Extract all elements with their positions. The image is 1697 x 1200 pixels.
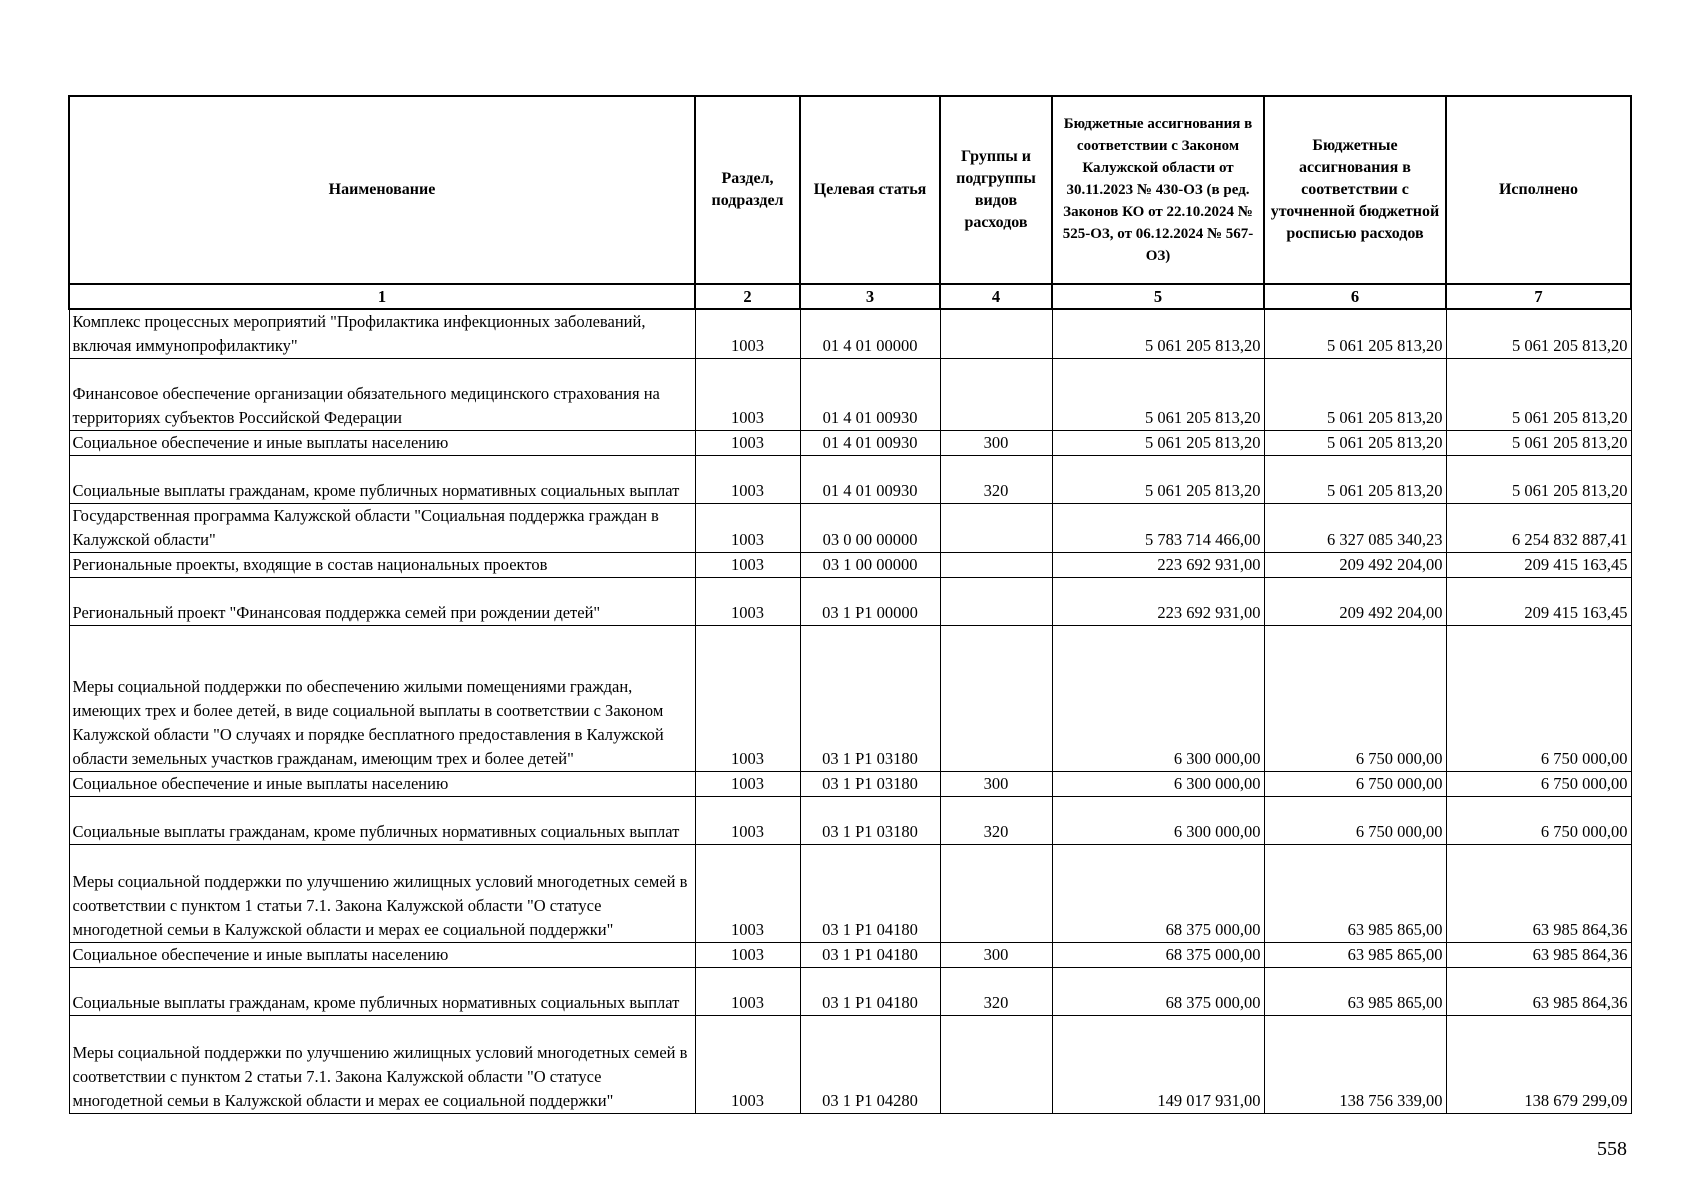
- row-executed: 63 985 864,36: [1446, 943, 1631, 968]
- row-executed: 209 415 163,45: [1446, 578, 1631, 626]
- row-name: Социальные выплаты гражданам, кроме публичных нормативных социальных выплат: [69, 968, 695, 1016]
- header-name: Наименование: [69, 96, 695, 284]
- row-target: 03 1 P1 03180: [800, 772, 940, 797]
- table-row: [69, 626, 1631, 772]
- row-target: 03 1 P1 00000: [800, 578, 940, 626]
- row-group: 300: [940, 772, 1052, 797]
- row-target: 03 1 P1 04180: [800, 845, 940, 943]
- row-target: 01 4 01 00930: [800, 431, 940, 456]
- row-target: 03 1 P1 03180: [800, 626, 940, 772]
- row-law: 6 300 000,00: [1052, 772, 1264, 797]
- table-row: [69, 968, 1631, 1016]
- row-law: 68 375 000,00: [1052, 943, 1264, 968]
- row-law: 5 061 205 813,20: [1052, 359, 1264, 431]
- row-schedule: 209 492 204,00: [1264, 553, 1446, 578]
- row-law: 223 692 931,00: [1052, 578, 1264, 626]
- row-group: [940, 578, 1052, 626]
- row-name: Социальные выплаты гражданам, кроме публичных нормативных социальных выплат: [69, 797, 695, 845]
- row-group: 300: [940, 431, 1052, 456]
- row-target: 03 1 00 00000: [800, 553, 940, 578]
- row-law: 6 300 000,00: [1052, 797, 1264, 845]
- table-body: [69, 309, 1631, 1114]
- row-executed: 6 750 000,00: [1446, 797, 1631, 845]
- row-section: 1003: [695, 504, 800, 553]
- row-schedule: 6 327 085 340,23: [1264, 504, 1446, 553]
- row-executed: 5 061 205 813,20: [1446, 309, 1631, 359]
- row-group: [940, 309, 1052, 359]
- row-law: 6 300 000,00: [1052, 626, 1264, 772]
- row-schedule: 209 492 204,00: [1264, 578, 1446, 626]
- row-schedule: 5 061 205 813,20: [1264, 359, 1446, 431]
- row-group: [940, 504, 1052, 553]
- row-name: Финансовое обеспечение организации обязательного медицинского страхования на территориях субъектов Российской Федерации: [69, 359, 695, 431]
- row-name: Комплекс процессных мероприятий "Профилактика инфекционных заболеваний, включая иммунопрофилактику": [69, 309, 695, 359]
- row-target: 03 1 P1 04180: [800, 968, 940, 1016]
- row-name: Региональные проекты, входящие в состав национальных проектов: [69, 553, 695, 578]
- row-target: 01 4 01 00930: [800, 456, 940, 504]
- row-executed: 5 061 205 813,20: [1446, 359, 1631, 431]
- row-schedule: 5 061 205 813,20: [1264, 431, 1446, 456]
- row-schedule: 5 061 205 813,20: [1264, 456, 1446, 504]
- table-header-row: [69, 96, 1631, 284]
- row-group: [940, 553, 1052, 578]
- row-executed: 5 061 205 813,20: [1446, 431, 1631, 456]
- row-section: 1003: [695, 845, 800, 943]
- row-section: 1003: [695, 578, 800, 626]
- row-executed: 63 985 864,36: [1446, 968, 1631, 1016]
- row-law: 68 375 000,00: [1052, 968, 1264, 1016]
- row-group: [940, 845, 1052, 943]
- row-target: 03 1 P1 04280: [800, 1016, 940, 1114]
- row-target: 01 4 01 00930: [800, 359, 940, 431]
- column-number: 5: [1052, 284, 1264, 309]
- row-schedule: 5 061 205 813,20: [1264, 309, 1446, 359]
- row-executed: 209 415 163,45: [1446, 553, 1631, 578]
- row-name: Меры социальной поддержки по обеспечению жилыми помещениями граждан, имеющих трех и более детей, в виде социальной выплаты в соответствии с Законом Калужской области "О случаях и порядке бесплатного предоставления в Калужской области земельных участков гражданам, имеющим трех и более детей": [69, 626, 695, 772]
- row-group: [940, 359, 1052, 431]
- row-name: Региональный проект "Финансовая поддержка семей при рождении детей": [69, 578, 695, 626]
- column-number: 1: [69, 284, 695, 309]
- table-row: [69, 431, 1631, 456]
- row-section: 1003: [695, 968, 800, 1016]
- header-section: Раздел, подраздел: [695, 96, 800, 284]
- table-row: [69, 578, 1631, 626]
- row-group: 320: [940, 456, 1052, 504]
- row-section: 1003: [695, 431, 800, 456]
- row-section: 1003: [695, 772, 800, 797]
- row-law: 223 692 931,00: [1052, 553, 1264, 578]
- table-row: [69, 553, 1631, 578]
- column-number: 6: [1264, 284, 1446, 309]
- budget-table: [68, 95, 1632, 1114]
- table-row: [69, 309, 1631, 359]
- row-schedule: 63 985 865,00: [1264, 943, 1446, 968]
- column-number: 4: [940, 284, 1052, 309]
- row-target: 01 4 01 00000: [800, 309, 940, 359]
- row-group: 300: [940, 943, 1052, 968]
- header-schedule: Бюджетные ассигнования в соответствии с уточненной бюджетной росписью расходов: [1264, 96, 1446, 284]
- row-section: 1003: [695, 797, 800, 845]
- header-law: Бюджетные ассигнования в соответствии с Законом Калужской области от 30.11.2023 № 430-ОЗ (в ред. Законов КО от 22.10.2024 № 525-ОЗ, от 06.12.2024 № 567-ОЗ): [1052, 96, 1264, 284]
- row-schedule: 138 756 339,00: [1264, 1016, 1446, 1114]
- row-executed: 63 985 864,36: [1446, 845, 1631, 943]
- row-schedule: 63 985 865,00: [1264, 968, 1446, 1016]
- row-target: 03 0 00 00000: [800, 504, 940, 553]
- budget-table-container: [68, 95, 1630, 1114]
- row-section: 1003: [695, 359, 800, 431]
- row-group: 320: [940, 968, 1052, 1016]
- header-target: Целевая статья: [800, 96, 940, 284]
- row-section: 1003: [695, 1016, 800, 1114]
- row-executed: 6 750 000,00: [1446, 772, 1631, 797]
- row-law: 5 061 205 813,20: [1052, 456, 1264, 504]
- table-row: [69, 845, 1631, 943]
- row-executed: 6 254 832 887,41: [1446, 504, 1631, 553]
- row-name: Меры социальной поддержки по улучшению жилищных условий многодетных семей в соответствии с пунктом 1 статьи 7.1. Закона Калужской области "О статусе многодетной семьи в Калужской области и мерах ее социальной поддержки": [69, 845, 695, 943]
- row-law: 5 061 205 813,20: [1052, 309, 1264, 359]
- row-target: 03 1 P1 04180: [800, 943, 940, 968]
- table-row: [69, 504, 1631, 553]
- table-row: [69, 943, 1631, 968]
- row-schedule: 6 750 000,00: [1264, 626, 1446, 772]
- row-executed: 5 061 205 813,20: [1446, 456, 1631, 504]
- column-number: 7: [1446, 284, 1631, 309]
- row-section: 1003: [695, 456, 800, 504]
- table-row: [69, 797, 1631, 845]
- row-group: [940, 626, 1052, 772]
- row-schedule: 6 750 000,00: [1264, 772, 1446, 797]
- header-executed: Исполнено: [1446, 96, 1631, 284]
- page-number: 558: [1597, 1138, 1627, 1160]
- row-law: 5 061 205 813,20: [1052, 431, 1264, 456]
- row-name: Социальное обеспечение и иные выплаты населению: [69, 943, 695, 968]
- row-law: 149 017 931,00: [1052, 1016, 1264, 1114]
- row-name: Социальные выплаты гражданам, кроме публичных нормативных социальных выплат: [69, 456, 695, 504]
- row-group: [940, 1016, 1052, 1114]
- table-row: [69, 359, 1631, 431]
- table-row: [69, 772, 1631, 797]
- column-number: 3: [800, 284, 940, 309]
- row-executed: 6 750 000,00: [1446, 626, 1631, 772]
- row-section: 1003: [695, 626, 800, 772]
- row-target: 03 1 P1 03180: [800, 797, 940, 845]
- header-groups: Группы и подгруппы видов расходов: [940, 96, 1052, 284]
- row-law: 68 375 000,00: [1052, 845, 1264, 943]
- row-group: 320: [940, 797, 1052, 845]
- column-number: 2: [695, 284, 800, 309]
- table-row: [69, 456, 1631, 504]
- row-section: 1003: [695, 943, 800, 968]
- row-name: Меры социальной поддержки по улучшению жилищных условий многодетных семей в соответствии с пунктом 2 статьи 7.1. Закона Калужской области "О статусе многодетной семьи в Калужской области и мерах ее социальной поддержки": [69, 1016, 695, 1114]
- row-name: Социальное обеспечение и иные выплаты населению: [69, 772, 695, 797]
- row-executed: 138 679 299,09: [1446, 1016, 1631, 1114]
- table-row: [69, 1016, 1631, 1114]
- row-schedule: 6 750 000,00: [1264, 797, 1446, 845]
- column-numbers-row: [69, 284, 1631, 309]
- row-law: 5 783 714 466,00: [1052, 504, 1264, 553]
- row-name: Социальное обеспечение и иные выплаты населению: [69, 431, 695, 456]
- row-name: Государственная программа Калужской области "Социальная поддержка граждан в Калужской области": [69, 504, 695, 553]
- row-schedule: 63 985 865,00: [1264, 845, 1446, 943]
- row-section: 1003: [695, 553, 800, 578]
- row-section: 1003: [695, 309, 800, 359]
